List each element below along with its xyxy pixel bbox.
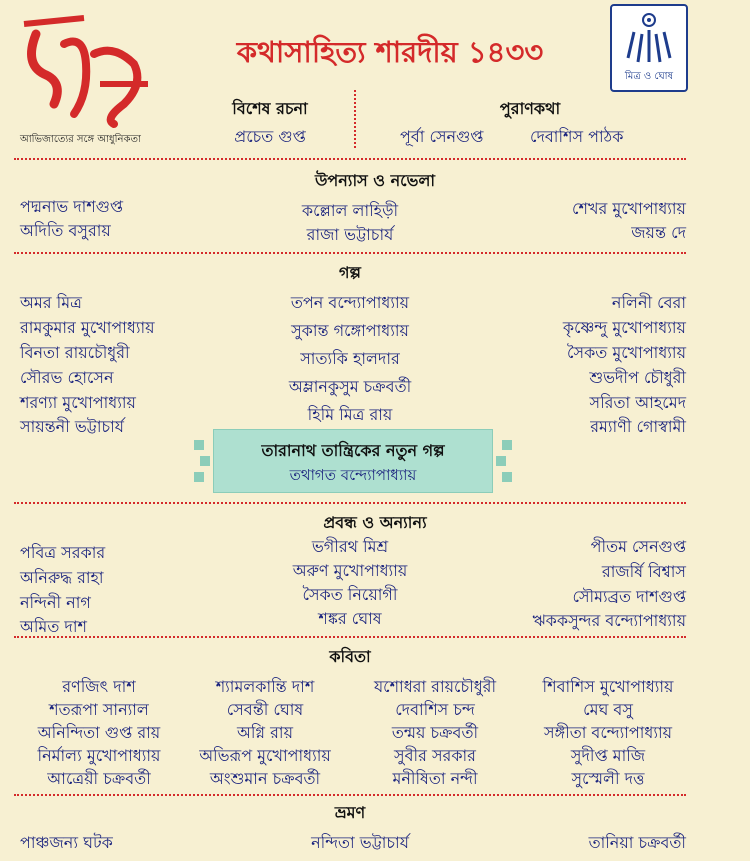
publisher-logo: [610, 4, 688, 92]
author-name: সুবীর সরকার: [394, 746, 476, 765]
decor-square: [502, 472, 512, 482]
decor-square: [496, 456, 506, 466]
author-name: সায়ন্তনী ভট্টাচার্য: [20, 417, 125, 436]
section-heading-galpo: গল্প: [339, 263, 361, 282]
author-name: অগ্নি রায়: [237, 723, 293, 742]
author-name: শঙ্কর ঘোষ: [318, 609, 382, 628]
author-name: শতরূপা সান্যাল: [49, 700, 149, 719]
decor-square: [200, 456, 210, 466]
author-name: দেবাশিস পাঠক: [530, 127, 624, 146]
author-name: ঋককসুন্দর বন্দ্যোপাধ্যায়: [532, 611, 686, 630]
author-name: জয়ন্ত দে: [631, 223, 686, 242]
author-name: কল্লোল লাহিড়ী: [301, 201, 399, 220]
section-heading-puran: পুরাণকথা: [499, 99, 561, 118]
author-name: পূর্বা সেনগুপ্ত: [400, 127, 484, 146]
author-name: সুদীপ্ত মাজি: [570, 746, 646, 765]
banner-author: তথাগত বন্দ্যোপাধ্যায়: [289, 466, 417, 484]
author-name: শ্যামলকান্তি দাশ: [215, 677, 315, 696]
author-name: রামকুমার মুখোপাধ্যায়: [20, 318, 155, 337]
author-name: অমিত দাশ: [20, 617, 87, 636]
decor-square: [194, 472, 204, 482]
author-name: মেঘ বসু: [583, 700, 633, 719]
author-name: রাজা ভট্টাচার্য: [306, 225, 394, 244]
author-name: পবিত্র সরকার: [20, 543, 106, 562]
author-name: শেখর মুখোপাধ্যায়: [572, 199, 686, 218]
author-name: অদিতি বসুরায়: [20, 221, 111, 240]
section-heading-prabandha: প্রবন্ধ ও অন্যান্য: [323, 513, 427, 532]
author-name: অমর মিত্র: [20, 293, 82, 312]
author-name: দেবাশিস চন্দ: [395, 700, 475, 719]
author-name: প্রচেত গুপ্ত: [234, 127, 306, 146]
author-name: অভিরূপ মুখোপাধ্যায়: [199, 746, 331, 765]
author-name: হিমি মিত্র রায়: [307, 405, 393, 424]
author-name: সেবন্তী ঘোষ: [226, 700, 304, 719]
author-name: নন্দিনী নাগ: [20, 593, 91, 612]
taranath-banner: [214, 430, 492, 492]
author-name: শুভদীপ চৌধুরী: [589, 368, 686, 387]
tree-emblem-icon: [612, 6, 686, 66]
divider: [14, 502, 686, 504]
author-name: সৌম্যব্রত দাশগুপ্ত: [572, 587, 686, 606]
decor-square: [502, 440, 512, 450]
author-name: অনিন্দিতা গুপ্ত রায়: [37, 723, 161, 742]
author-name: নলিনী বেরা: [611, 293, 686, 312]
author-name: বিনতা রায়চৌধুরী: [20, 343, 130, 362]
author-name: সৈকত নিয়োগী: [302, 585, 398, 604]
author-name: রম্যাণী গোস্বামী: [590, 417, 686, 436]
divider: [14, 794, 686, 796]
author-name: পাঞ্চজন্য ঘটক: [20, 833, 113, 852]
author-name: কৃষ্ণেন্দু মুখোপাধ্যায়: [562, 318, 686, 337]
section-heading-bishesh: বিশেষ রচনা: [232, 99, 308, 118]
divider: [14, 252, 686, 254]
author-name: তানিয়া চক্রবর্তী: [588, 833, 686, 852]
divider: [14, 158, 686, 160]
author-name: নির্মাল্য মুখোপাধ্যায়: [37, 746, 161, 765]
author-name: ভগীরথ মিশ্র: [311, 537, 389, 556]
author-name: শরণ্যা মুখোপাধ্যায়: [20, 393, 136, 412]
author-name: অরুণ মুখোপাধ্যায়: [292, 561, 408, 580]
author-name: যশোধরা রায়চৌধুরী: [373, 677, 497, 696]
author-name: তন্ময় চক্রবর্তী: [391, 723, 479, 742]
author-name: অনিরুদ্ধ রাহা: [20, 568, 104, 587]
author-name: সুস্মেলী দত্ত: [571, 769, 645, 788]
author-name: অম্লানকুসুম চক্রবর্তী: [288, 377, 412, 396]
author-name: পদ্মনাভ দাশগুপ্ত: [20, 197, 124, 216]
author-name: অংশুমান চক্রবর্তী: [209, 769, 321, 788]
author-name: তপন বন্দ্যোপাধ্যায়: [290, 293, 410, 312]
author-name: রণজিৎ দাশ: [62, 677, 136, 696]
banner-title: তারানাথ তান্ত্রিকের নতুন গল্প: [261, 441, 445, 460]
author-name: আত্রেয়ী চক্রবর্তী: [47, 769, 151, 788]
section-heading-kabita: কবিতা: [329, 647, 371, 666]
author-name: নন্দিতা ভট্টাচার্য: [311, 833, 409, 852]
publisher-name: মিত্র ও ঘোষ: [624, 71, 674, 82]
author-name: সুকান্ত গঙ্গোপাধ্যায়: [291, 321, 409, 340]
section-heading-upanyas: উপন্যাস ও নভেলা: [314, 171, 436, 190]
author-name: পীতম সেনগুপ্ত: [590, 537, 686, 556]
author-name: সরিতা আহমেদ: [589, 393, 686, 412]
author-name: সৌরভ হোসেন: [20, 368, 114, 387]
divider: [14, 636, 686, 638]
author-name: রাজর্ষি বিশ্বাস: [601, 562, 686, 581]
sahitya-logo: [14, 4, 174, 144]
author-name: শিবাশিস মুখোপাধ্যায়: [542, 677, 674, 696]
author-name: মনীষিতা নন্দী: [392, 769, 478, 788]
page-title: কথাসাহিত্য শারদীয় ১৪৩৩: [236, 35, 544, 69]
author-name: সৈকত মুখোপাধ্যায়: [567, 343, 686, 362]
brand-tagline: আভিজাত্যের সঙ্গে আধুনিকতা: [20, 134, 141, 145]
author-name: সঙ্গীতা বন্দ্যোপাধ্যায়: [543, 723, 673, 742]
decor-square: [194, 440, 204, 450]
section-heading-bhraman: ভ্রমণ: [334, 803, 366, 822]
author-name: সাত্যকি হালদার: [300, 349, 400, 368]
